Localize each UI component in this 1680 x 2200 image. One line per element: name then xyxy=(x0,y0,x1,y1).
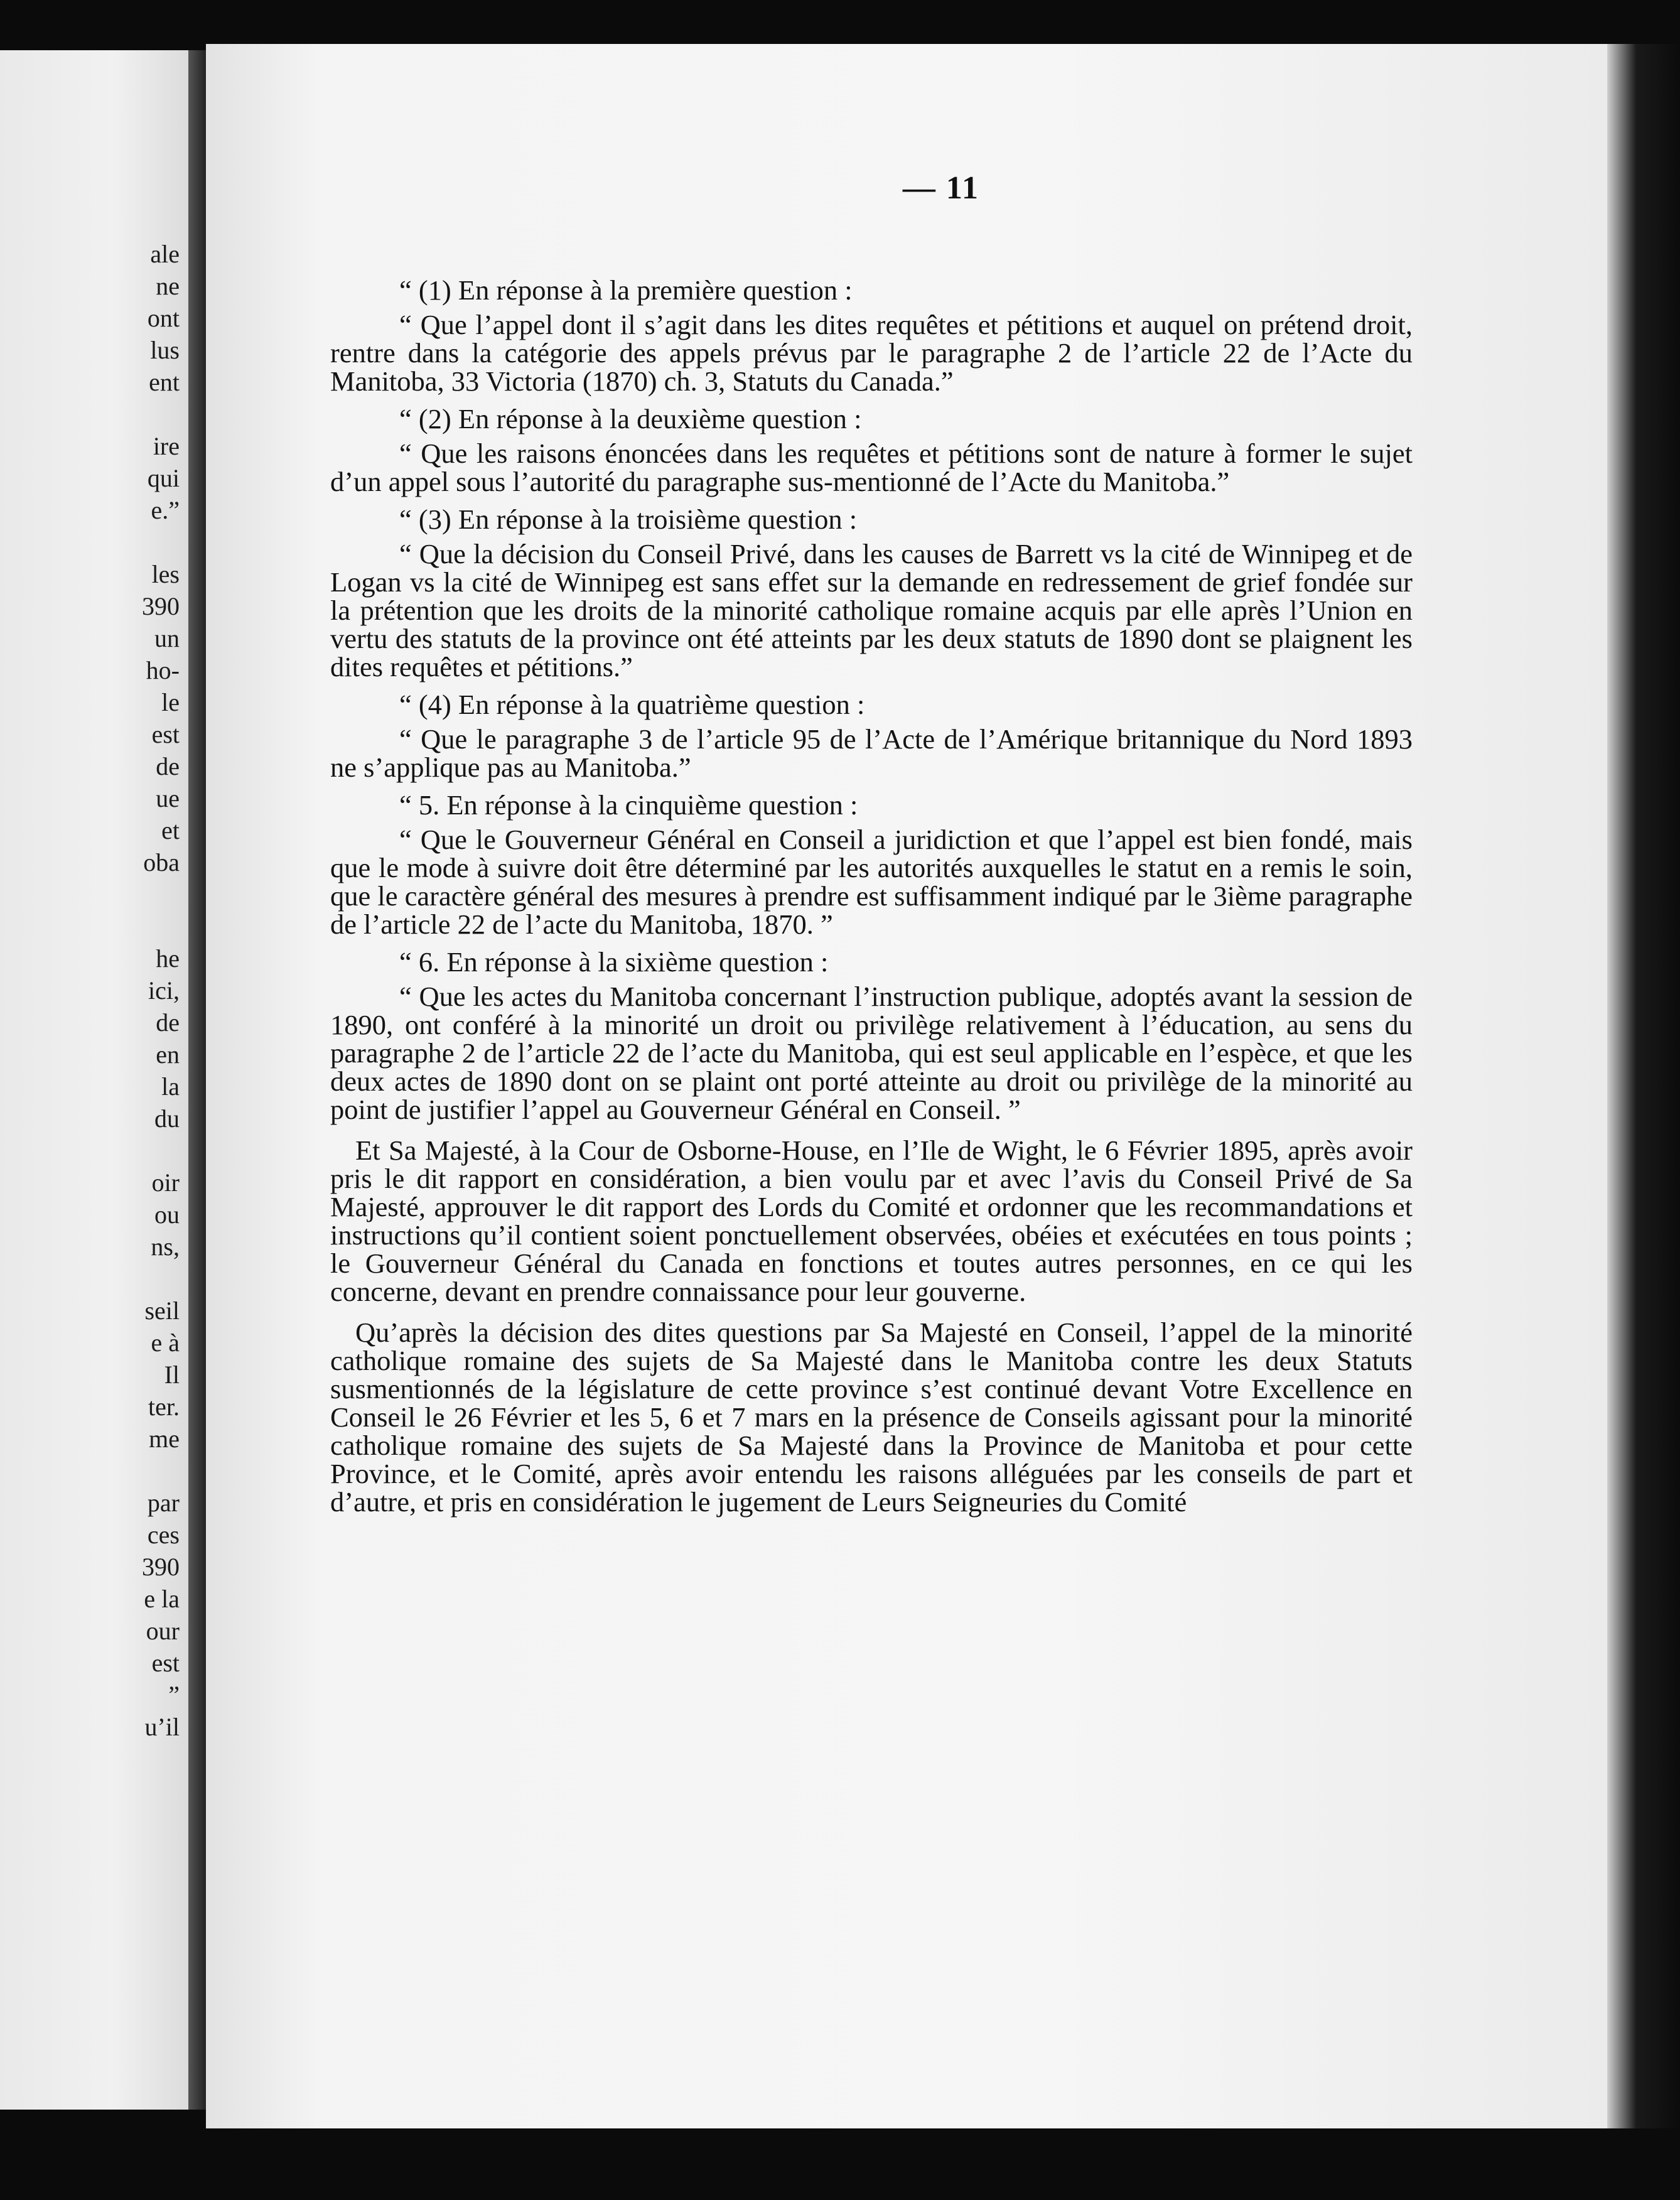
previous-page-fragment: he xyxy=(156,944,180,973)
previous-page-fragment: e.” xyxy=(151,496,180,524)
scan-bottom-band xyxy=(0,2128,1680,2200)
previous-page-fragment: est xyxy=(151,720,180,748)
previous-page-edge xyxy=(0,50,188,2110)
previous-page-fragment: ale xyxy=(150,240,180,268)
previous-page-fragment: ue xyxy=(156,784,180,812)
previous-page-fragment: par xyxy=(147,1489,180,1517)
previous-page-fragment: ” xyxy=(168,1681,180,1709)
previous-page-fragment: our xyxy=(146,1617,180,1645)
previous-page-fragment: les xyxy=(151,560,180,588)
previous-page-fragment: de xyxy=(156,752,180,780)
previous-page-fragment: un xyxy=(154,624,180,652)
previous-page-fragment: e la xyxy=(144,1585,180,1613)
previous-page-fragment: ces xyxy=(147,1521,180,1549)
previous-page-fragment: Il xyxy=(164,1361,180,1389)
previous-page-fragment: est xyxy=(151,1649,180,1677)
previous-page-fragment: ho- xyxy=(146,656,180,684)
question-5-answer: “ Que le Gouverneur Général en Conseil a juridiction et que l’appel est bien fondé, mais que le mode à suivre doit être déterminé par les autorités auxquelles le statut en a remis le soin, que le caractère général des mesures à prendre est suffisamment indiqué par le 3ième paragraphe de l’article 22 de l’acte du Manitoba, 1870. ” xyxy=(330,824,1413,940)
previous-page-fragment: oir xyxy=(151,1168,180,1197)
previous-page-fragment: e à xyxy=(151,1329,180,1357)
question-3-heading: “ (3) En réponse à la troisième question : xyxy=(399,504,858,535)
previous-page-fragment: en xyxy=(156,1040,180,1069)
previous-page-fragment: le xyxy=(161,688,180,716)
page-body xyxy=(330,276,1413,1526)
previous-page-fragment: qui xyxy=(147,464,180,492)
question-4-answer: “ Que le paragraphe 3 de l’article 95 de l’Acte de l’Amérique britannique du Nord 1893 ne s’applique pas au Manitoba.” xyxy=(330,723,1413,783)
previous-page-fragment: du xyxy=(154,1104,180,1133)
document-page xyxy=(206,44,1607,2128)
appeal-continuation-paragraph: Qu’après la décision des dites questions par Sa Majesté en Conseil, l’appel de la minorité catholique romaine des sujets de Sa Majesté dans le Manitoba contre les deux Statuts susmentionnés de la législature de cette province s’est continué devant Votre Excellence en Conseil le 26 Février et les 5, 6 et 7 mars en la présence de Conseils agissant pour la minorité catholique romaine des sujets de Sa Majesté dans la Province de Manitoba et pour cette Province, et le Comité, après avoir entendu les raisons alléguées par les conseils de part et d’autre, et pris en considération le jugement de Leurs Seigneuries du Comité xyxy=(330,1317,1413,1518)
majesty-approval-paragraph: Et Sa Majesté, à la Cour de Osborne-House, en l’Ile de Wight, le 6 Février 1895, après avoir pris le dit rapport en considération, a bien voulu par et avec l’avis du Conseil Privé de Sa Majesté, approuver le dit rapport des Lords du Comité et ordonner que les recommandations et instructions qu’il contient soient ponctuellement observées, obéies et exécutées en tous points ; le Gouverneur Général du Canada en fonctions et toutes autres personnes, en ce qui les concerne, devant en prendre connaissance pour leur gouverne. xyxy=(330,1135,1413,1307)
previous-page-fragment: de xyxy=(156,1008,180,1037)
question-6-heading: “ 6. En réponse à la sixième question : xyxy=(399,946,829,978)
question-1-answer: “ Que l’appel dont il s’agit dans les dites requêtes et pétitions et auquel on prétend droit, rentre dans la catégorie des appels prévus par le paragraphe 2 de l’article 22 de l’Acte du Manitoba, 33 Victoria (1870) ch. 3, Statuts du Canada.” xyxy=(330,309,1413,397)
page-gutter xyxy=(188,50,206,2110)
previous-page-fragment: et xyxy=(161,816,180,844)
previous-page-fragment: ire xyxy=(153,432,180,460)
previous-page-fragment: la xyxy=(161,1072,180,1101)
previous-page-fragment: ter. xyxy=(148,1393,180,1421)
question-1-heading: “ (1) En réponse à la première question : xyxy=(399,274,853,306)
previous-page-fragment: 390 xyxy=(142,592,180,620)
previous-page-fragment: seil xyxy=(144,1297,180,1325)
previous-page-fragment: ici, xyxy=(148,976,180,1005)
question-3-answer: “ Que la décision du Conseil Privé, dans les causes de Barrett vs la cité de Winnipeg et de Logan vs la cité de Winnipeg est sans effet sur la demande en redressement de grief fondée sur la prétention que les droits de la minorité catholique romaine acquis par elle après l’Union en vertu des statuts de la province ont été atteints par les deux statuts de 1890 dont se plaignent les dites requêtes et pétitions.” xyxy=(330,538,1413,682)
previous-page-fragment: ne xyxy=(156,272,180,300)
previous-page-fragment: ou xyxy=(154,1200,180,1229)
previous-page-fragment: u’il xyxy=(144,1713,180,1741)
question-5-heading: “ 5. En réponse à la cinquième question : xyxy=(399,789,858,821)
question-4-heading: “ (4) En réponse à la quatrième question : xyxy=(399,689,865,720)
previous-page-fragment: ont xyxy=(147,304,180,332)
previous-page-fragment: ns, xyxy=(151,1232,180,1261)
scan-right-edge xyxy=(1607,44,1680,2128)
previous-page-fragment: 390 xyxy=(142,1553,180,1581)
previous-page-fragment: ent xyxy=(149,368,180,396)
previous-page-fragment: oba xyxy=(143,848,180,876)
previous-page-fragment: lus xyxy=(150,336,180,364)
question-6-answer: “ Que les actes du Manitoba concernant l’instruction publique, adoptés avant la session de 1890, ont conféré à la minorité un droit ou privilège relativement à l’éducation, au sens du paragraphe 2 de l’article 22 de l’acte du Manitoba, qui est seul applicable en l’espèce, et que les deux actes de 1890 dont on se plaint ont porté atteinte au droit ou privilège de la minorité au point de justifier l’appel au Gouverneur Général en Conseil. ” xyxy=(330,981,1413,1125)
question-2-answer: “ Que les raisons énoncées dans les requêtes et pétitions sont de nature à former le sujet d’un appel sous l’autorité du paragraphe sus-mentionné de l’Acte du Manitoba.” xyxy=(330,438,1413,497)
page-number: — 11 xyxy=(902,170,980,206)
question-2-heading: “ (2) En réponse à la deuxième question : xyxy=(399,403,862,434)
previous-page-fragment: me xyxy=(149,1425,180,1453)
